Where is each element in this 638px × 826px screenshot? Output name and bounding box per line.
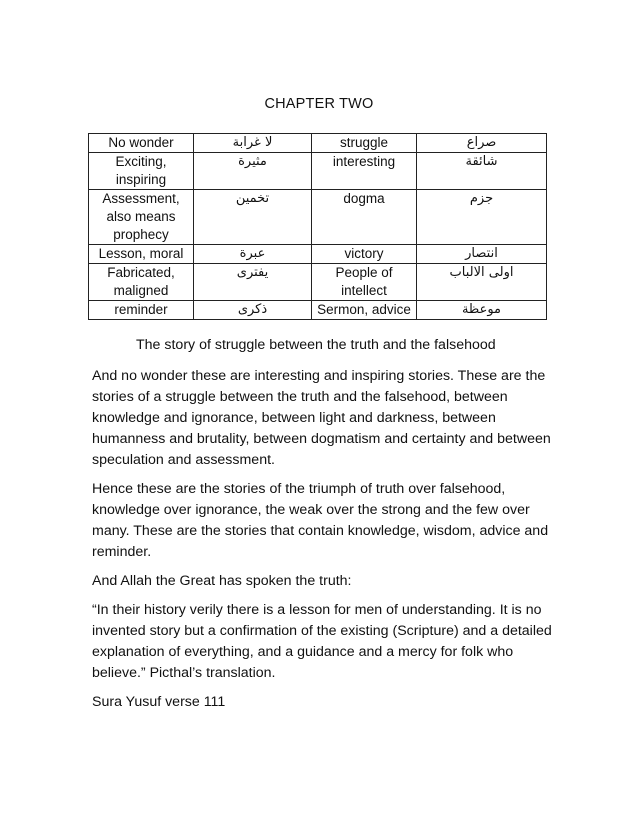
table-row (89, 245, 547, 264)
english-term: People of intellect (312, 264, 417, 301)
english-term: Lesson, moral (89, 245, 194, 264)
table-row (89, 264, 547, 301)
arabic-term: صراع (417, 134, 547, 153)
english-term: reminder (89, 301, 194, 320)
arabic-term: عبرة (194, 245, 312, 264)
arabic-term: يفترى (194, 264, 312, 301)
paragraph-triumph: Hence these are the stories of the triumph of truth over falsehood, knowledge over ignorance, the weak over the strong and the few over many. These are the stories that contain knowledge, wisdom, advice and reminder. (92, 481, 549, 560)
english-term: Exciting, inspiring (89, 153, 194, 190)
arabic-term: موعظة (417, 301, 547, 320)
english-term: victory (312, 245, 417, 264)
english-term: Assessment, also means prophecy (89, 190, 194, 245)
table-row (89, 134, 547, 153)
arabic-term: لا غرابة (194, 134, 312, 153)
english-term: dogma (312, 190, 417, 245)
story-text (92, 335, 556, 721)
english-term: Fabricated, maligned (89, 264, 194, 301)
section-subtitle: The story of struggle between the truth and the falsehood (136, 337, 496, 353)
table-row (89, 153, 547, 190)
quote-paragraph: “In their history verily there is a lesson for men of understanding. It is no invented story but a confirmation of the existing (Scripture) and a detailed explanation of everything, and a guidance and a mercy for folk who believe.” Picthal’s translation. (92, 602, 552, 681)
arabic-term: اولى الالباب (417, 264, 547, 301)
table-row (89, 190, 547, 245)
arabic-term: مثيرة (194, 153, 312, 190)
english-term: No wonder (89, 134, 194, 153)
quote-source: Sura Yusuf verse 111 (92, 694, 226, 710)
paragraph-allah-spoken: And Allah the Great has spoken the truth: (92, 573, 352, 589)
english-term: struggle (312, 134, 417, 153)
table-row (89, 301, 547, 320)
arabic-term: ذكرى (194, 301, 312, 320)
english-term: Sermon, advice (312, 301, 417, 320)
arabic-term: تخمين (194, 190, 312, 245)
arabic-term: شائقة (417, 153, 547, 190)
vocabulary-table (88, 133, 547, 320)
english-term: interesting (312, 153, 417, 190)
chapter-title: CHAPTER TWO (264, 96, 374, 112)
paragraph-struggle: And no wonder these are interesting and inspiring stories. These are the stories of a struggle between the truth and the falsehood, between knowledge and ignorance, between light and darkness, between humanness and brutality, between dogmatism and certainty and between speculation and assessment. (92, 368, 551, 468)
arabic-term: جزم (417, 190, 547, 245)
arabic-term: انتصار (417, 245, 547, 264)
